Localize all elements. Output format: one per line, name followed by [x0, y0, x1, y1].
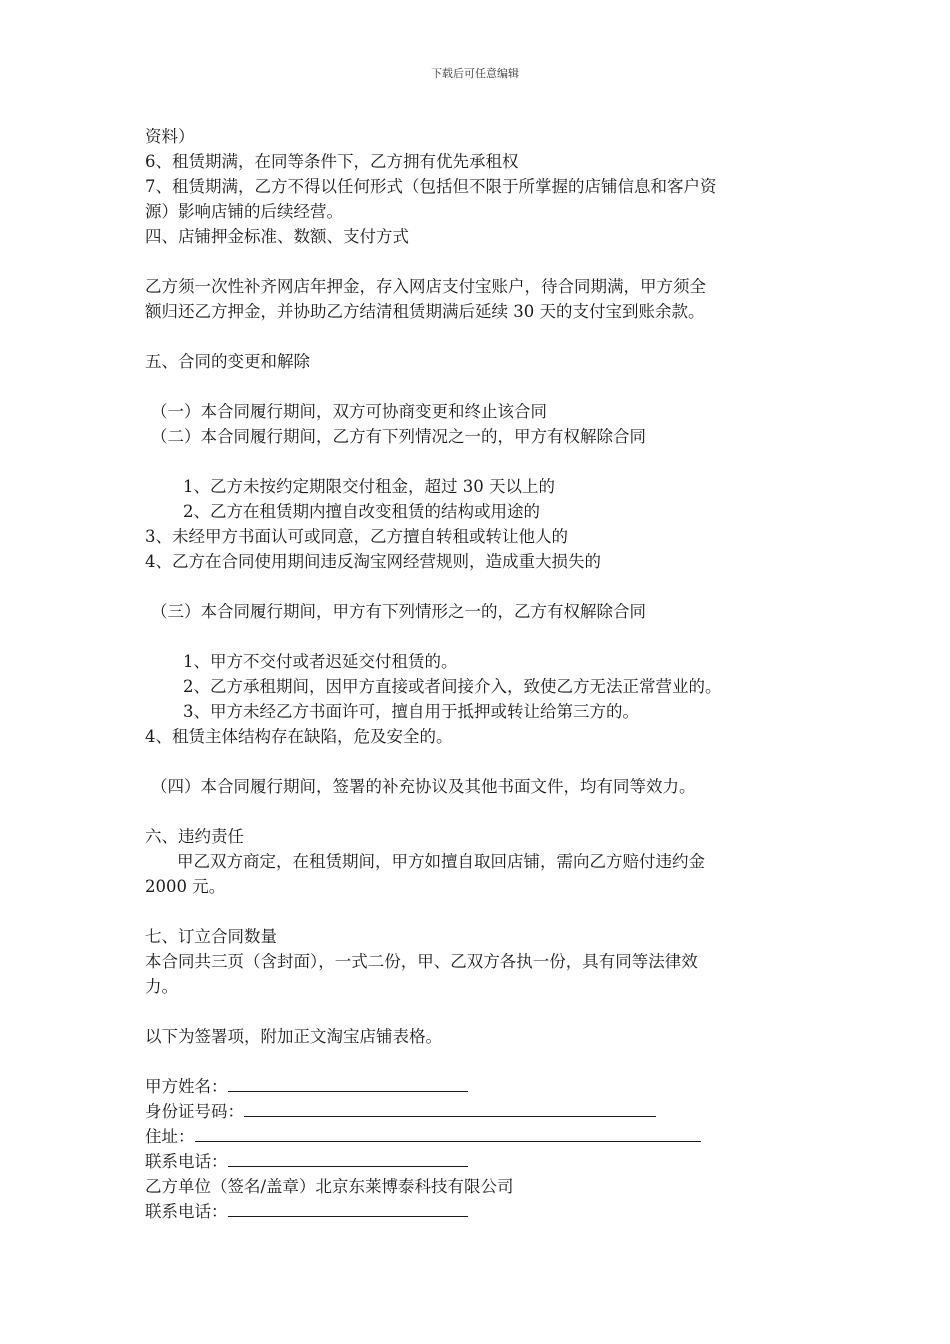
list-item: 1、甲方不交付或者迟延交付租赁的。 — [183, 652, 458, 671]
signature-row-party-b: 乙方单位（签名/盖章）北京东莱博泰科技有限公司 — [145, 1177, 514, 1196]
field-label: 联系电话： — [145, 1202, 228, 1221]
signature-row-address — [145, 1124, 815, 1149]
section-5-heading: 五、合同的变更和解除 — [145, 352, 310, 371]
copies-paragraph-cont: 力。 — [145, 977, 178, 996]
sub-clause-4: （四）本合同履行期间，签署的补充协议及其他书面文件，均有同等效力。 — [151, 777, 696, 796]
page-header: 下载后可任意编辑 — [431, 67, 519, 80]
list-item: 3、甲方未经乙方书面许可，擅自用于抵押或转让给第三方的。 — [183, 702, 639, 721]
copies-paragraph: 本合同共三页（含封面），一式二份，甲、乙双方各执一份，具有同等法律效 — [145, 952, 698, 971]
signature-row-party-a-name — [145, 1074, 815, 1099]
signature-row-phone-b — [145, 1199, 815, 1224]
list-item: 2、乙方承租期间，因甲方直接或者间接介入，致使乙方无法正常营业的。 — [183, 677, 722, 696]
list-item: 4、租赁主体结构存在缺陷，危及安全的。 — [145, 727, 453, 746]
paragraph-line: 资料） — [145, 127, 195, 146]
signature-row-phone-a — [145, 1149, 815, 1174]
sub-clause-2: （二）本合同履行期间，乙方有下列情况之一的，甲方有权解除合同 — [151, 427, 646, 446]
field-label: 联系电话： — [145, 1152, 228, 1171]
clause-7-cont: 源）影响店铺的后续经营。 — [145, 202, 343, 221]
document-body — [145, 124, 815, 1224]
phone-b-blank[interactable] — [228, 1199, 468, 1217]
list-item: 4、乙方在合同使用期间违反淘宝网经营规则，造成重大损失的 — [145, 552, 601, 571]
list-item: 1、乙方未按约定期限交付租金，超过 30 天以上的 — [183, 477, 555, 496]
field-label: 身份证号码： — [145, 1102, 244, 1121]
breach-paragraph: 甲乙双方商定，在租赁期间，甲方如擅自取回店铺，需向乙方赔付违约金 — [177, 852, 705, 871]
deposit-paragraph: 乙方须一次性补齐网店年押金，存入网店支付宝账户，待合同期满，甲方须全 — [145, 277, 706, 296]
field-label: 甲方姓名： — [145, 1077, 228, 1096]
clause-7: 7、租赁期满，乙方不得以任何形式（包括但不限于所掌握的店铺信息和客户资 — [145, 177, 717, 196]
clause-6: 6、租赁期满，在同等条件下，乙方拥有优先承租权 — [145, 152, 519, 171]
list-item: 2、乙方在租赁期内擅自改变租赁的结构或用途的 — [183, 502, 540, 521]
section-6-heading: 六、违约责任 — [145, 827, 244, 846]
signature-row-id-number — [145, 1099, 815, 1124]
breach-paragraph-cont: 2000 元。 — [145, 877, 226, 896]
party-a-name-blank[interactable] — [228, 1074, 468, 1092]
id-number-blank[interactable] — [244, 1099, 656, 1117]
sub-clause-1: （一）本合同履行期间，双方可协商变更和终止该合同 — [151, 402, 547, 421]
address-blank[interactable] — [195, 1124, 701, 1142]
phone-a-blank[interactable] — [228, 1149, 468, 1167]
section-7-heading: 七、订立合同数量 — [145, 927, 277, 946]
field-label: 住址： — [145, 1127, 195, 1146]
deposit-paragraph-cont: 额归还乙方押金，并协助乙方结清租赁期满后延续 30 天的支付宝到账余款。 — [145, 302, 705, 321]
section-4-heading: 四、店铺押金标准、数额、支付方式 — [145, 227, 409, 246]
sub-clause-3: （三）本合同履行期间，甲方有下列情形之一的，乙方有权解除合同 — [151, 602, 646, 621]
signing-note: 以下为签署项，附加正文淘宝店铺表格。 — [145, 1027, 442, 1046]
list-item: 3、未经甲方书面认可或同意，乙方擅自转租或转让他人的 — [145, 527, 568, 546]
